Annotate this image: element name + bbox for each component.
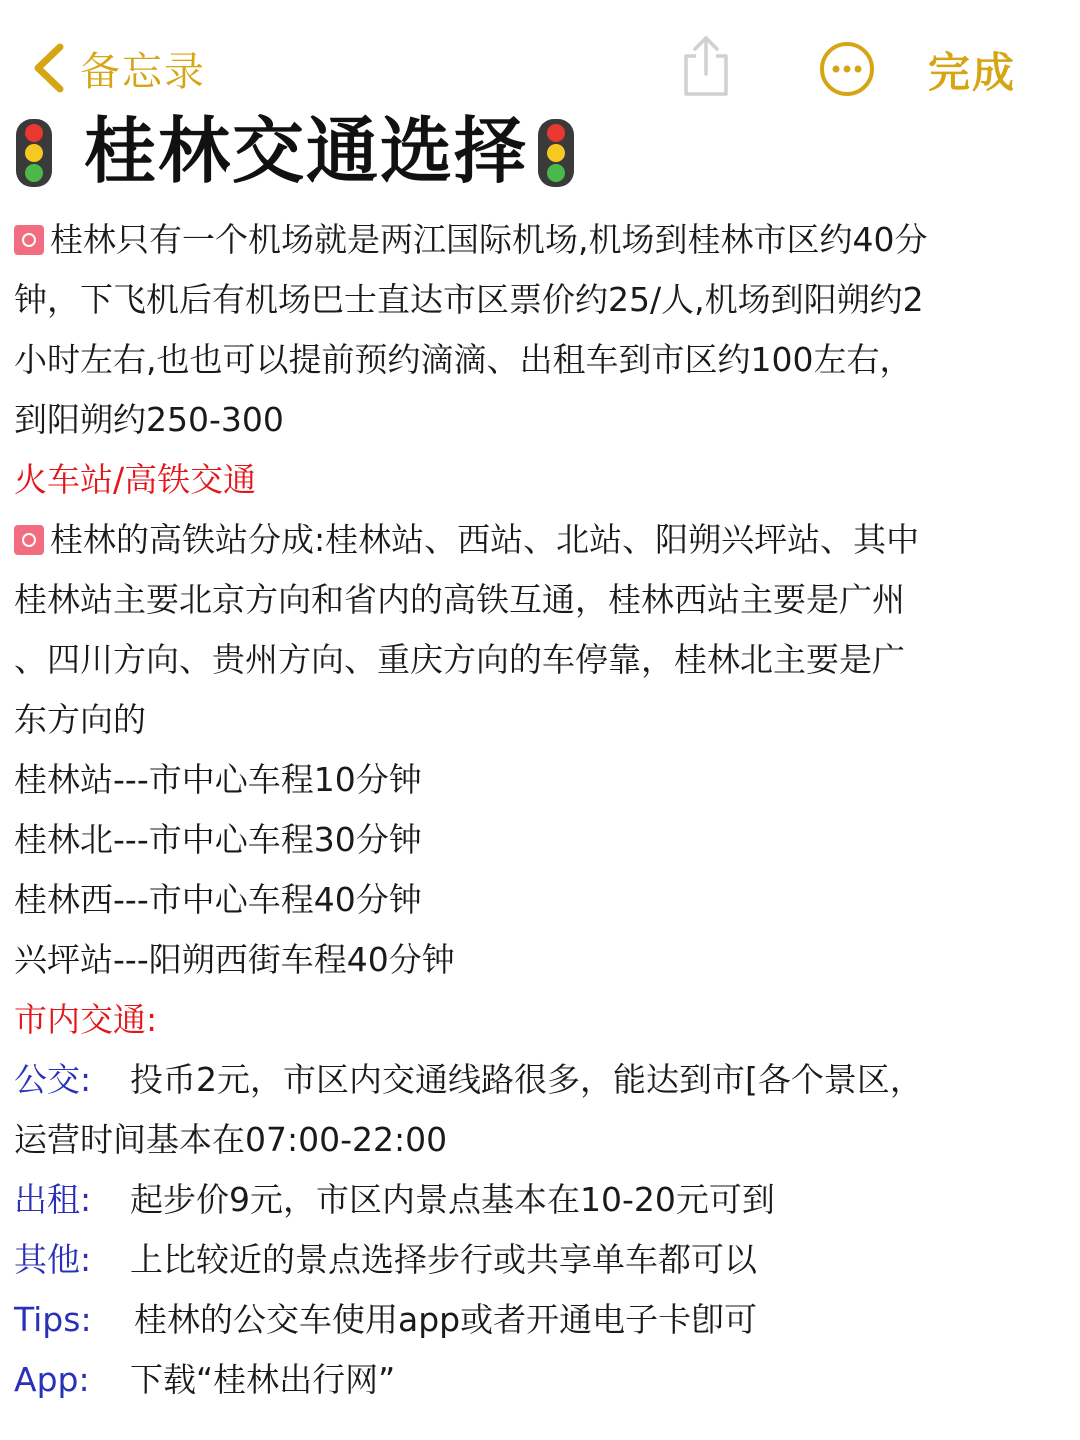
airport-line-3: 小时左右,也也可以提前预约滴滴、出租车到市区约100左右，: [14, 340, 913, 379]
bus-label: 公交:: [14, 1060, 92, 1099]
traffic-light-icon: [536, 117, 576, 189]
taxi-line: 出租: 起步价9元，市区内景点基本在10-20元可到: [14, 1170, 1076, 1230]
taxi-label: 出租:: [14, 1180, 92, 1219]
airport-line-1: 桂林只有一个机场就是两江国际机场,机场到桂林市区约40分: [14, 210, 1076, 270]
note-body[interactable]: [14, 210, 1076, 1410]
back-label: 备忘录: [80, 48, 206, 95]
train-heading: 火车站/高铁交通: [14, 460, 257, 499]
train-line-4: 东方向的: [14, 700, 146, 739]
radio-button-icon: [14, 525, 44, 555]
chevron-left-icon: [30, 41, 66, 95]
more-options-icon[interactable]: [818, 40, 876, 98]
nav-bar: [0, 0, 1080, 100]
train-line-2: 桂林站主要北京方向和省内的高铁互通，桂林西站主要是广州: [14, 580, 905, 619]
bus-line-2: 运营时间基本在07:00-22:00: [14, 1120, 448, 1159]
airport-line-4: 到阳朔约250-300: [14, 400, 284, 439]
note-title-row: [14, 106, 576, 196]
tips-label: Tips:: [14, 1300, 92, 1339]
page-title: 桂林交通选择: [84, 109, 529, 193]
back-button[interactable]: [30, 38, 206, 98]
bus-line-1: 公交: 投币2元，市区内交通线路很多，能达到市[各个景区，: [14, 1050, 1076, 1110]
city-heading: 市内交通:: [14, 1000, 158, 1039]
other-label: 其他:: [14, 1240, 92, 1279]
traffic-light-icon: [14, 117, 54, 189]
train-line-1: 桂林的高铁站分成:桂林站、西站、北站、阳朔兴坪站、其中: [14, 510, 1076, 570]
train-line-3: 、四川方向、贵州方向、重庆方向的车停靠，桂林北主要是广: [14, 640, 905, 679]
other-line: 其他: 上比较近的景点选择步行或共享单车都可以: [14, 1230, 1076, 1290]
tips-line: Tips: 桂林的公交车使用app或者开通电子卡卽可: [14, 1290, 1076, 1350]
app-label: App:: [14, 1360, 90, 1399]
station-item: 兴坪站---阳朔西街车程40分钟: [14, 940, 455, 979]
airport-line-2: 钟，下飞机后有机场巴士直达市区票价约25/人,机场到阳朔约2: [14, 280, 924, 319]
app-line: App: 下载“桂林出行网”: [14, 1350, 1076, 1410]
share-icon[interactable]: [678, 34, 734, 98]
station-item: 桂林西---市中心车程40分钟: [14, 880, 422, 919]
radio-button-icon: [14, 225, 44, 255]
station-item: 桂林站---市中心车程10分钟: [14, 760, 422, 799]
done-button[interactable]: 完成: [928, 48, 1017, 97]
station-item: 桂林北---市中心车程30分钟: [14, 820, 422, 859]
